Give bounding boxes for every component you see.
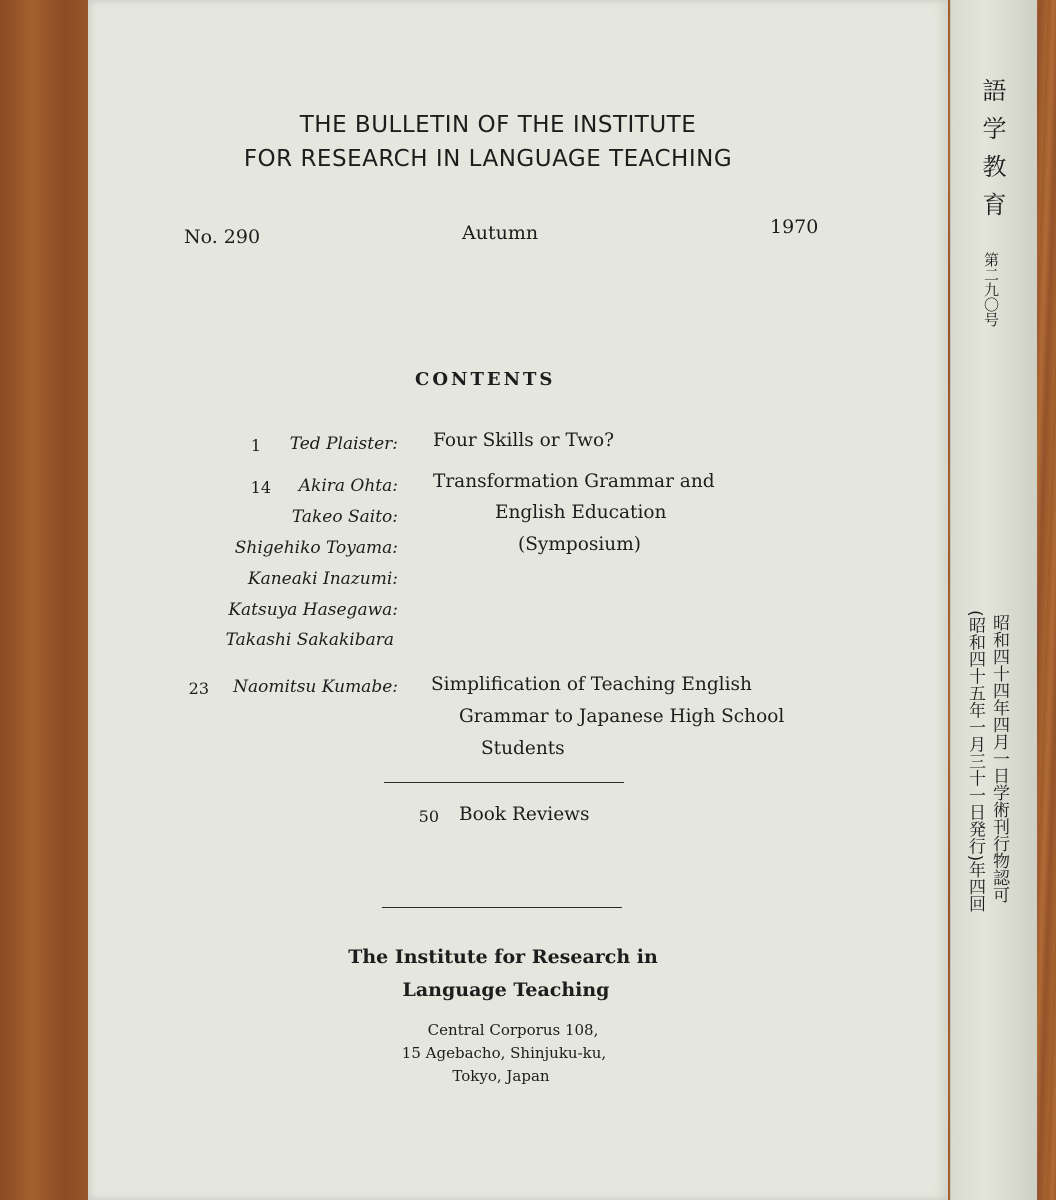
entry-author: Katsuya Hasegawa: xyxy=(228,600,398,620)
entry-title-line: Grammar to Japanese High School xyxy=(459,706,785,727)
reviews-page-number: 50 xyxy=(418,807,439,826)
entry-title-line: (Symposium) xyxy=(518,534,641,555)
contents-heading: CONTENTS xyxy=(415,369,556,390)
publisher-address-line: Tokyo, Japan xyxy=(452,1067,550,1085)
spine-issue-number: 第二九〇号 xyxy=(982,252,1000,327)
issue-number: No. 290 xyxy=(184,226,261,248)
entry-author: Naomitsu Kumabe: xyxy=(233,677,398,697)
entry-author: Ted Plaister: xyxy=(289,434,398,454)
entry-author: Takeo Saito: xyxy=(291,507,398,527)
publisher-name-line2: Language Teaching xyxy=(402,979,610,1001)
bulletin-title-line1: THE BULLETIN OF THE INSTITUTE xyxy=(299,112,697,138)
entry-title-line: Transformation Grammar and xyxy=(433,471,715,492)
entry-title-line: English Education xyxy=(495,502,667,523)
entry-page-number: 23 xyxy=(188,679,209,698)
divider-rule xyxy=(382,907,622,908)
entry-author: Kaneaki Inazumi: xyxy=(247,569,398,589)
entry-author: Akira Ohta: xyxy=(298,476,398,496)
entry-title-line: Students xyxy=(481,738,565,759)
bulletin-cover-page xyxy=(88,0,1009,1200)
entry-author: Takashi Sakakibara xyxy=(225,630,394,650)
publisher-address-line: Central Corporus 108, xyxy=(427,1021,599,1039)
spine xyxy=(950,0,1037,1200)
entry-title-line: Simplification of Teaching English xyxy=(431,674,752,695)
spine-permit-line1: 昭和四十四年四月一日学術刊行物認可 xyxy=(989,614,1009,903)
entry-page-number: 1 xyxy=(250,436,261,455)
bulletin-title-line2: FOR RESEARCH IN LANGUAGE TEACHING xyxy=(243,146,733,172)
publisher-name-line1: The Institute for Research in xyxy=(348,946,658,968)
entry-author: Shigehiko Toyama: xyxy=(234,538,398,558)
entry-title-line: Four Skills or Two? xyxy=(433,430,615,451)
divider-rule xyxy=(384,782,624,783)
issue-year: 1970 xyxy=(770,216,819,238)
issue-season: Autumn xyxy=(462,222,539,244)
reviews-label: Book Reviews xyxy=(459,804,590,825)
publisher-address-line: 15 Agebacho, Shinjuku-ku, xyxy=(401,1044,607,1062)
spine-permit-line2: (昭和四十五年一月三十一日発行)年四回 xyxy=(965,610,985,913)
entry-page-number: 14 xyxy=(250,478,271,497)
spine-title: 語学教育 xyxy=(978,78,1006,230)
